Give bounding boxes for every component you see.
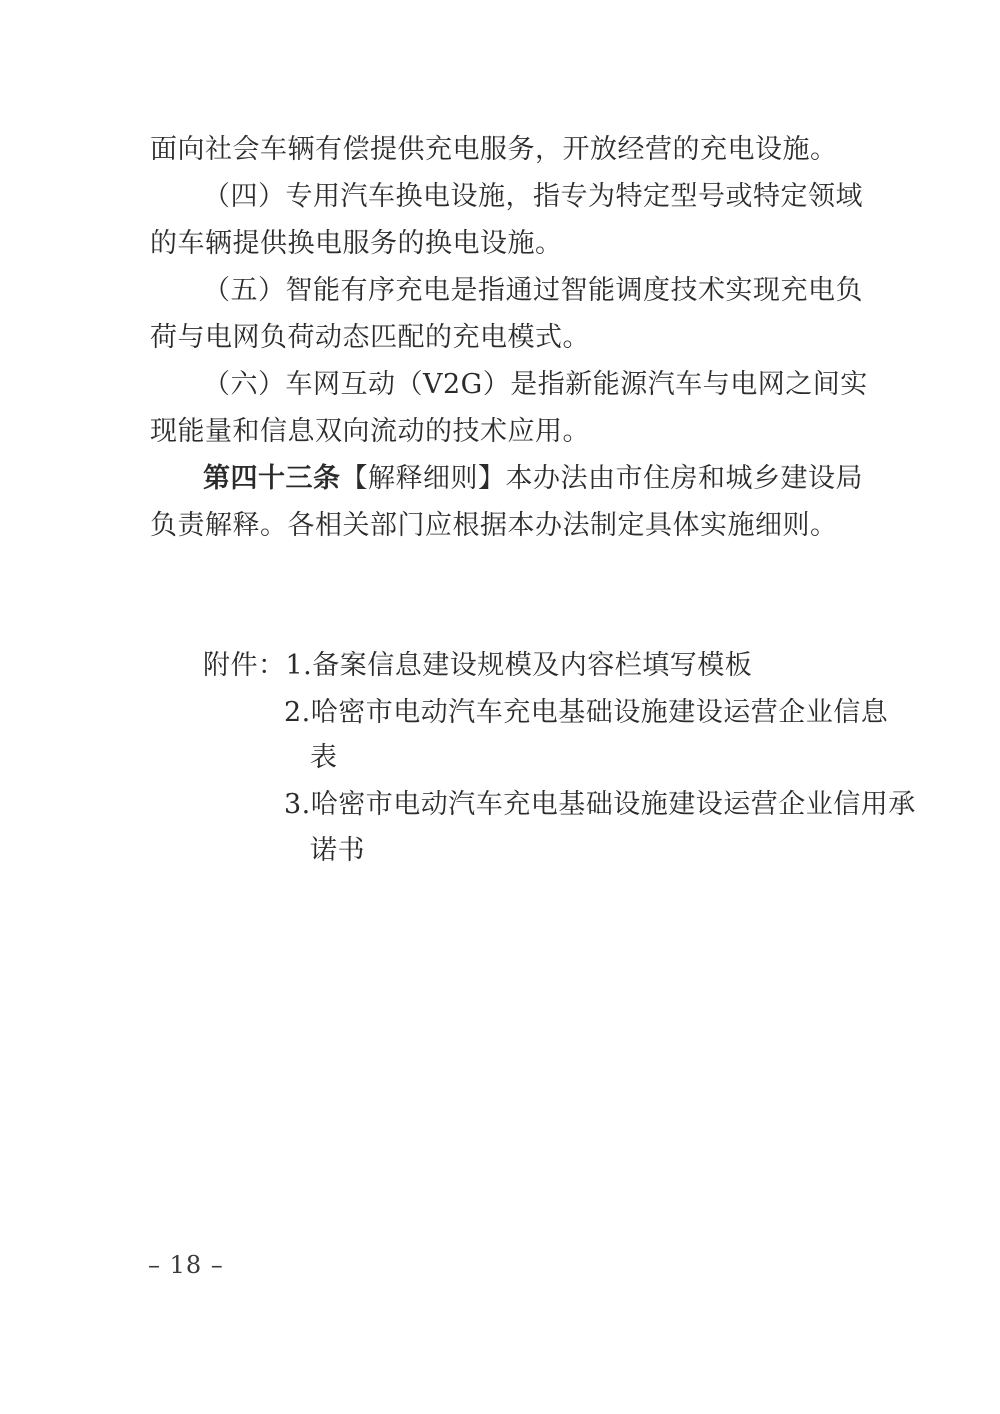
attachment-item-1: 1.备案信息建设规模及内容栏填写模板 xyxy=(285,650,753,681)
article-43-line xyxy=(203,461,863,497)
attachment-item-3-cont: 诺书 xyxy=(310,835,365,866)
body-line-7: 现能量和信息双向流动的技术应用。 xyxy=(150,416,590,447)
article-title: 第四十三条 xyxy=(203,463,341,494)
attachment-item-3: 3.哈密市电动汽车充电基础设施建设运营企业信用承 xyxy=(284,789,916,820)
attachment-item-2-cont: 表 xyxy=(310,742,338,773)
body-line-3: 的车辆提供换电服务的换电设施。 xyxy=(150,228,563,259)
body-line-1: 面向社会车辆有偿提供充电服务，开放经营的充电设施。 xyxy=(150,134,838,165)
body-line-9: 负责解释。各相关部门应根据本办法制定具体实施细则。 xyxy=(150,510,838,541)
body-line-5: 荷与电网负荷动态匹配的充电模式。 xyxy=(150,322,590,353)
body-line-2: （四）专用汽车换电设施，指专为特定型号或特定领域 xyxy=(203,181,863,212)
article-text: 【解释细则】本办法由市住房和城乡建设局 xyxy=(340,463,863,494)
body-line-4: （五）智能有序充电是指通过智能调度技术实现充电负 xyxy=(203,275,863,306)
attachment-item-2: 2.哈密市电动汽车充电基础设施建设运营企业信息 xyxy=(284,697,889,728)
page-number: – 18 – xyxy=(148,1251,224,1279)
attachments-label: 附件： xyxy=(203,650,286,681)
body-line-6: （六）车网互动（V2G）是指新能源汽车与电网之间实 xyxy=(203,369,868,400)
attachments-line-1 xyxy=(203,648,752,684)
